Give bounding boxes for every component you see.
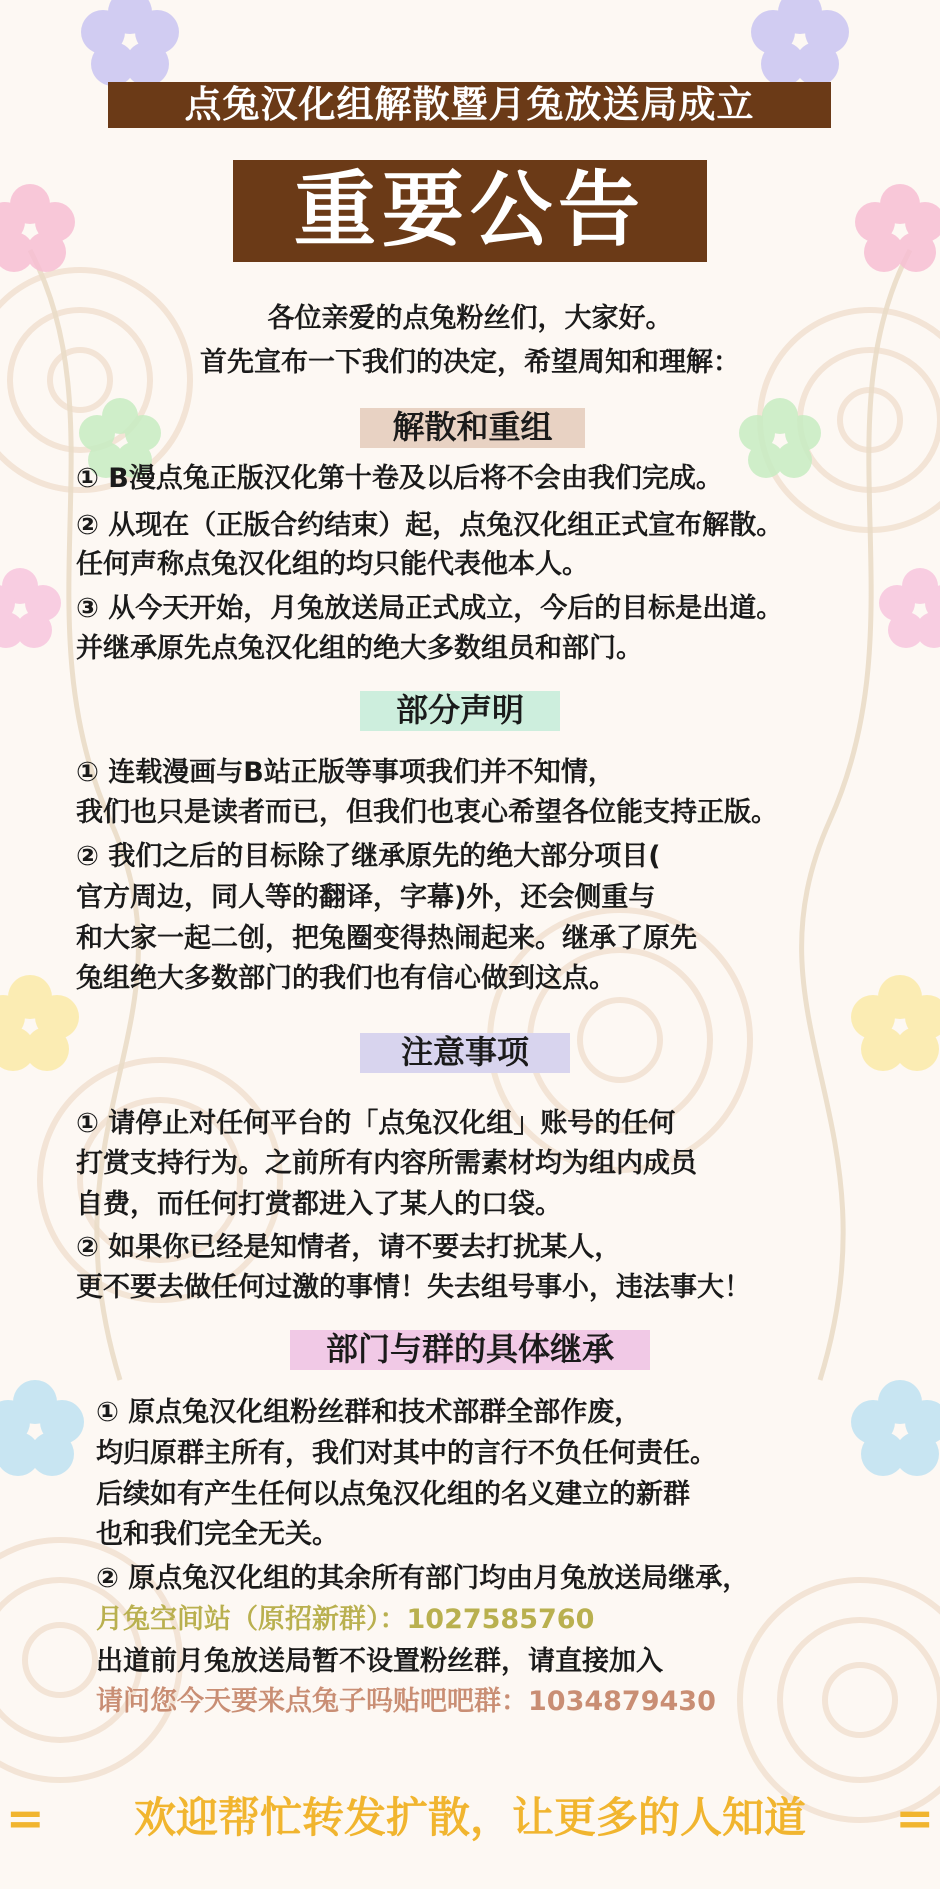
list-item: 和大家一起二创，把兔圈变得热闹起来。继承了原先 <box>76 923 697 954</box>
list-item: 出道前月兔放送局暂不设置粉丝群，请直接加入 <box>96 1646 663 1677</box>
intro-greeting: 各位亲爱的点兔粉丝们，大家好。 <box>267 303 673 334</box>
list-item: 我们也只是读者而已，但我们也衷心希望各位能支持正版。 <box>76 797 778 828</box>
list-item: ① B漫点兔正版汉化第十卷及以后将不会由我们完成。 <box>76 463 723 494</box>
group-contact-tieba: 请问您今天要来点兔子吗贴吧吧群：1034879430 <box>96 1686 716 1717</box>
list-item: ② 从现在（正版合约结束）起，点兔汉化组正式宣布解散。 <box>76 510 784 541</box>
list-item: 更不要去做任何过激的事情！失去组号事小，违法事大！ <box>76 1272 751 1303</box>
list-item: ② 我们之后的目标除了继承原先的绝大部分项目( <box>76 841 661 872</box>
list-item: 也和我们完全无关。 <box>96 1519 339 1550</box>
section-heading-notice: 注意事项 <box>400 1033 529 1071</box>
list-item: ② 原点兔汉化组的其余所有部门均由月兔放送局继承， <box>96 1563 750 1594</box>
section-heading-statement: 部分声明 <box>395 691 524 729</box>
intro-statement: 首先宣布一下我们的决定，希望周知和理解： <box>200 347 740 378</box>
list-item: ① 原点兔汉化组粉丝群和技术部群全部作废， <box>96 1397 642 1428</box>
footer-right-deco: = <box>895 1791 934 1845</box>
list-item: 兔组绝大多数部门的我们也有信心做到这点。 <box>76 963 616 994</box>
announcement-banner: 点兔汉化组解散暨月兔放送局成立 <box>108 82 831 128</box>
footer-share-text: 欢迎帮忙转发扩散，让更多的人知道 <box>133 1793 806 1842</box>
list-item: 任何声称点兔汉化组的均只能代表他本人。 <box>76 549 589 580</box>
list-item: ① 连载漫画与B站正版等事项我们并不知情， <box>76 757 615 788</box>
group-contact-space-station: 月兔空间站（原招新群）：1027585760 <box>96 1604 595 1635</box>
list-item: ① 请停止对任何平台的「点兔汉化组」账号的任何 <box>76 1108 676 1139</box>
page-title: 重要公告 <box>233 160 707 262</box>
footer-left-deco: = <box>6 1791 45 1845</box>
footer <box>0 1788 940 1848</box>
list-item: 打赏支持行为。之前所有内容所需素材均为组内成员 <box>76 1148 697 1179</box>
section-heading-inheritance: 部门与群的具体继承 <box>325 1330 614 1368</box>
list-item: ③ 从今天开始，月兔放送局正式成立，今后的目标是出道。 <box>76 593 784 624</box>
list-item: 后续如有产生任何以点兔汉化组的名义建立的新群 <box>96 1479 690 1510</box>
list-item: 并继承原先点兔汉化组的绝大多数组员和部门。 <box>76 633 643 664</box>
section-heading-dissolution: 解散和重组 <box>392 408 553 446</box>
list-item: 官方周边，同人等的翻译，字幕)外，还会侧重与 <box>76 882 656 913</box>
list-item: 自费，而任何打赏都进入了某人的口袋。 <box>76 1189 562 1220</box>
list-item: 均归原群主所有，我们对其中的言行不负任何责任。 <box>96 1438 717 1469</box>
list-item: ② 如果你已经是知情者，请不要去打扰某人， <box>76 1232 622 1263</box>
